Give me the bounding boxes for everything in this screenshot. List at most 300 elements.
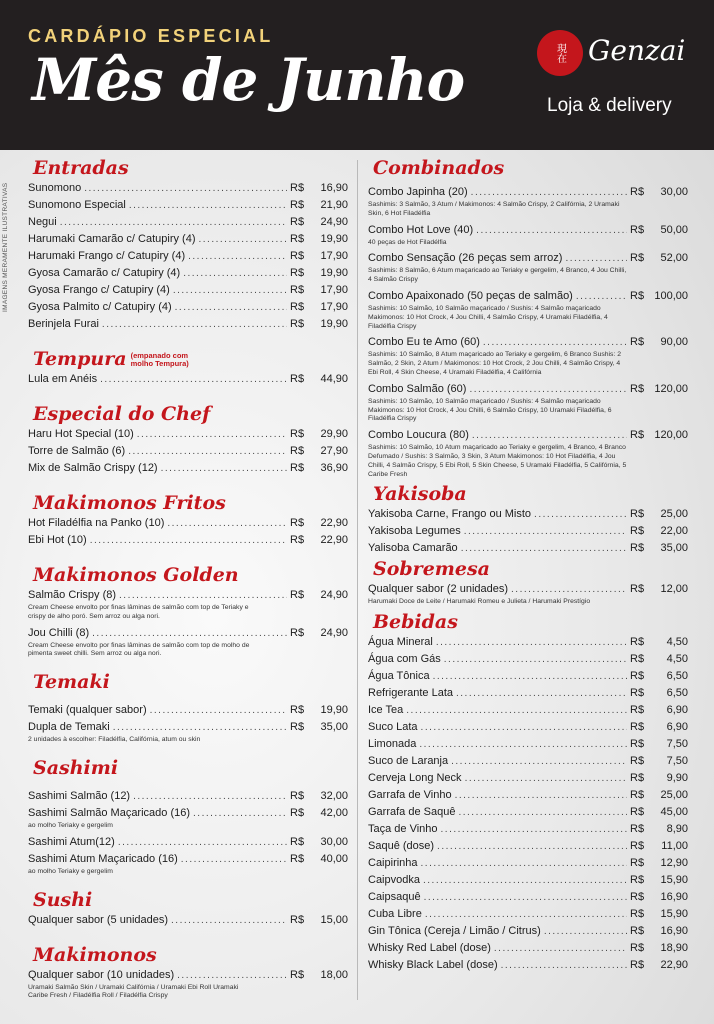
item-description: Cream Cheese envolto por finas lâminas de salmão com top de molho de pimenta sweet chilli. Sem arroz ou alga nori. xyxy=(28,641,250,658)
menu-item xyxy=(368,770,688,787)
section-title: Makimonos Golden xyxy=(33,564,239,586)
leader-dots xyxy=(175,300,287,316)
item-description: Sashimis: 10 Salmão, 8 Atum maçaricado ao Teriaky e gergelim, 6 Branco Sushis: 2 Salmão, 2 Skin, 2 Atum / Makimonos: 10 Hot Crock, 2 Jou Chilli, 4 Salmão Crispy, 4 Ebi Roll, 4 Skin Cheese, 4 Uramaki Filadélfia, 4 Califórnia xyxy=(368,351,621,376)
menu-item xyxy=(368,334,688,351)
leader-dots xyxy=(167,516,287,532)
currency: R$ xyxy=(290,462,305,474)
leader-dots xyxy=(60,215,287,231)
item-price: 29,90 xyxy=(320,428,348,440)
currency: R$ xyxy=(630,908,645,921)
item-price: 16,90 xyxy=(660,925,688,938)
brand-name: Genzai xyxy=(588,34,686,67)
menu-item xyxy=(368,222,688,239)
item-name: Dupla de Temaki xyxy=(28,721,110,734)
header-banner xyxy=(0,0,714,150)
menu-item xyxy=(28,912,348,929)
section-sashimi xyxy=(28,756,348,877)
item-name: Hot Filadélfia na Panko (10) xyxy=(28,517,165,529)
item-name: Qualquer sabor (10 unidades) xyxy=(28,968,175,981)
currency: R$ xyxy=(630,721,645,734)
item-name: Sashimi Salmão (12) xyxy=(28,789,131,802)
currency: R$ xyxy=(290,318,305,330)
item-name: Gyosa Frango c/ Catupiry (4) xyxy=(28,284,170,296)
item-name: Água Tônica xyxy=(368,670,430,683)
menu-item xyxy=(28,702,348,719)
item-name: Jou Chilli (8) xyxy=(28,626,90,639)
section-makimonos-golden xyxy=(28,563,348,659)
currency: R$ xyxy=(630,223,645,236)
item-name: Combo Apaixonado (50 peças de salmão) xyxy=(368,289,573,302)
leader-dots xyxy=(177,968,287,984)
item-name: Combo Eu te Amo (60) xyxy=(368,336,480,349)
item-price: 6,50 xyxy=(666,687,688,700)
menu-item xyxy=(28,625,348,642)
leader-dots xyxy=(534,507,627,523)
currency: R$ xyxy=(630,429,645,442)
column-divider xyxy=(357,160,358,1000)
item-name: Temaki (qualquer sabor) xyxy=(28,704,147,717)
item-description: Sashimis: 10 Salmão, 10 Atum maçaricado ao Teriaky e gergelim, 4 Branco, 4 Branco Defumado / Sushis: 3 Salmão, 3 Skin, 3 Atum Makimonos: 10 Hot Filadélfia, 4 Jou Chilli, 4 Salmão Crispy, 5 Ebi Roll, 5 Skin Cheese, 5 Uramaki Filadélfia, 5 Califórnia, 5 Caribe Fresh xyxy=(368,444,627,478)
item-price: 15,90 xyxy=(660,874,688,887)
item-name: Haru Hot Special (10) xyxy=(28,428,134,440)
menu-item xyxy=(28,532,348,549)
currency: R$ xyxy=(630,840,645,853)
item-price: 17,90 xyxy=(320,301,348,313)
leader-dots xyxy=(181,852,287,868)
menu-item xyxy=(368,753,688,770)
currency: R$ xyxy=(630,583,645,596)
currency: R$ xyxy=(290,704,305,717)
leader-dots xyxy=(161,461,287,477)
leader-dots xyxy=(469,382,627,398)
menu-item xyxy=(368,288,688,305)
item-name: Sashimi Salmão Maçaricado (16) xyxy=(28,806,191,819)
leader-dots xyxy=(565,251,627,267)
menu-item xyxy=(368,821,688,838)
item-price: 21,90 xyxy=(320,199,348,211)
currency: R$ xyxy=(630,755,645,768)
item-description: Cream Cheese envolto por finas lâminas de salmão com top de Teriaky e crispy de alho poró. Sem arroz ou alga nori. xyxy=(28,604,249,620)
brand-logo-icon: 現在 xyxy=(537,30,583,76)
item-name: Qualquer sabor (2 unidades) xyxy=(368,583,509,596)
leader-dots xyxy=(183,266,287,282)
currency: R$ xyxy=(630,252,645,265)
currency: R$ xyxy=(630,738,645,751)
item-price: 35,00 xyxy=(320,721,348,734)
currency: R$ xyxy=(630,806,645,819)
item-name: Torre de Salmão (6) xyxy=(28,445,126,457)
item-name: Yakisoba Legumes xyxy=(368,525,461,538)
item-price: 24,90 xyxy=(320,589,348,601)
currency: R$ xyxy=(290,216,305,228)
currency: R$ xyxy=(290,968,305,981)
currency: R$ xyxy=(290,182,305,194)
item-name: Limonada xyxy=(368,738,417,751)
leader-dots xyxy=(501,958,627,974)
leader-dots xyxy=(199,232,288,248)
menu-item xyxy=(368,872,688,889)
section-makimonos xyxy=(28,943,348,1002)
item-name: Sunomono Especial xyxy=(28,199,126,211)
currency: R$ xyxy=(630,525,645,538)
menu-column-right xyxy=(368,156,688,974)
menu-item xyxy=(368,634,688,651)
currency: R$ xyxy=(630,670,645,683)
menu-item xyxy=(28,231,348,248)
item-name: Negui xyxy=(28,216,57,228)
menu-item xyxy=(28,719,348,736)
leader-dots xyxy=(437,839,627,855)
item-name: Caipvodka xyxy=(368,874,420,887)
leader-dots xyxy=(119,588,287,604)
leader-dots xyxy=(494,941,627,957)
item-name: Garrafa de Saquê xyxy=(368,806,456,819)
item-price: 50,00 xyxy=(660,223,688,236)
section-title xyxy=(33,347,348,371)
menu-item xyxy=(28,316,348,333)
leader-dots xyxy=(483,335,627,351)
item-name: Salmão Crispy (8) xyxy=(28,589,117,601)
menu-item xyxy=(368,581,688,598)
leader-dots xyxy=(188,249,287,265)
item-description: Sashimis: 8 Salmão, 6 Atum maçaricado ao Teriaky e gergelim, 4 Branco, 4 Jou Chilli, 4 Salmão Crispy xyxy=(368,267,627,284)
menu-item xyxy=(368,184,688,201)
item-price: 22,00 xyxy=(660,525,688,538)
item-name: Gin Tônica (Cereja / Limão / Citrus) xyxy=(368,925,541,938)
item-name: Whisky Black Label (dose) xyxy=(368,959,498,972)
leader-dots xyxy=(464,524,627,540)
menu-item xyxy=(368,838,688,855)
section-temaki xyxy=(28,670,348,745)
item-price: 19,90 xyxy=(320,267,348,279)
leader-dots xyxy=(576,289,627,305)
item-price: 19,90 xyxy=(320,704,348,717)
leader-dots xyxy=(465,771,627,787)
item-price: 16,90 xyxy=(320,182,348,194)
menu-item xyxy=(28,805,348,822)
menu-item xyxy=(28,265,348,282)
item-name: Sashimi Atum(12) xyxy=(28,835,115,848)
menu-item xyxy=(28,967,348,984)
menu-item xyxy=(28,851,348,868)
menu-item xyxy=(368,906,688,923)
currency: R$ xyxy=(290,428,305,440)
item-name: Saquê (dose) xyxy=(368,840,435,853)
leader-dots xyxy=(100,372,287,388)
item-description: 40 peças de Hot Filadélfia xyxy=(368,238,447,246)
item-description: Sashimis: 10 Salmão, 10 Salmão maçaricado / Sushis: 4 Salmão maçaricado Makimonos: 10 Hot Crock, 4 Jou Chilli, 6 Salmão Crispy, 10 Uramaki Filadélfia, 6 Filadélfia Crispy xyxy=(368,397,612,423)
currency: R$ xyxy=(290,626,305,639)
item-price: 40,00 xyxy=(320,852,348,865)
leader-dots xyxy=(90,533,287,549)
currency: R$ xyxy=(290,250,305,262)
item-name: Caipirinha xyxy=(368,857,418,870)
item-name: Lula em Anéis xyxy=(28,373,98,385)
leader-dots xyxy=(421,856,627,872)
item-price: 6,90 xyxy=(666,721,688,734)
menu-item xyxy=(28,834,348,851)
leader-dots xyxy=(441,822,627,838)
item-price: 15,90 xyxy=(660,908,688,921)
leader-dots xyxy=(129,198,287,214)
item-description: Sashimis: 3 Salmão, 3 Atum / Makimonos: 4 Salmão Crispy, 2 Califórnia, 2 Uramaki Skin, 6 Hot Filadélfia xyxy=(368,201,620,217)
item-name: Combo Loucura (80) xyxy=(368,429,469,442)
item-name: Harumaki Camarão c/ Catupiry (4) xyxy=(28,233,196,245)
item-price: 35,00 xyxy=(660,542,688,555)
item-name: Cuba Libre xyxy=(368,908,422,921)
item-price: 24,90 xyxy=(320,626,348,639)
menu-item xyxy=(28,587,348,604)
item-price: 18,00 xyxy=(320,968,348,981)
item-description: Harumaki Doce de Leite / Harumaki Romeu e Julieta / Harumaki Prestígio xyxy=(368,598,591,606)
item-price: 12,00 xyxy=(660,583,688,596)
item-description: ao molho Teriaky e gergelim xyxy=(28,867,113,875)
item-description: 2 unidades à escolher: Filadélfia, Califórnia, atum ou skin xyxy=(28,736,201,744)
leader-dots xyxy=(118,835,287,851)
section-entradas xyxy=(28,156,348,333)
leader-dots xyxy=(471,185,627,201)
menu-item xyxy=(368,540,688,557)
item-price: 22,90 xyxy=(320,534,348,546)
menu-item xyxy=(28,248,348,265)
currency: R$ xyxy=(630,823,645,836)
menu-item xyxy=(28,180,348,197)
currency: R$ xyxy=(290,284,305,296)
leader-dots xyxy=(150,703,287,719)
leader-dots xyxy=(455,788,627,804)
item-price: 6,50 xyxy=(666,670,688,683)
menu-item xyxy=(28,788,348,805)
menu-item xyxy=(368,668,688,685)
item-price: 6,90 xyxy=(666,704,688,717)
menu-item xyxy=(28,371,348,388)
currency: R$ xyxy=(630,942,645,955)
section-title: Makimonos Fritos xyxy=(33,492,226,514)
leader-dots xyxy=(133,789,287,805)
item-price: 120,00 xyxy=(654,382,688,395)
section-title: Bebidas xyxy=(373,611,458,634)
menu-item xyxy=(368,940,688,957)
currency: R$ xyxy=(290,233,305,245)
item-name: Água com Gás xyxy=(368,653,441,666)
section-title: Temaki xyxy=(33,671,110,694)
leader-dots xyxy=(444,652,627,668)
item-name: Yalisoba Camarão xyxy=(368,542,458,555)
menu-item xyxy=(28,443,348,460)
leader-dots xyxy=(128,444,287,460)
item-name: Whisky Red Label (dose) xyxy=(368,942,491,955)
item-price: 12,90 xyxy=(660,857,688,870)
leader-dots xyxy=(511,582,627,598)
menu-item xyxy=(368,523,688,540)
item-price: 7,50 xyxy=(666,738,688,751)
section-title: Especial do Chef xyxy=(33,403,211,425)
header-kicker: CARDÁPIO ESPECIAL xyxy=(28,26,274,46)
item-price: 8,90 xyxy=(666,823,688,836)
item-name: Yakisoba Carne, Frango ou Misto xyxy=(368,508,532,521)
leader-dots xyxy=(419,737,627,753)
section-sobremesa xyxy=(368,557,688,607)
leader-dots xyxy=(458,805,627,821)
item-name: Caipsaquê xyxy=(368,891,421,904)
menu-item xyxy=(368,427,688,444)
currency: R$ xyxy=(630,542,645,555)
menu-item xyxy=(28,214,348,231)
leader-dots xyxy=(544,924,627,940)
leader-dots xyxy=(461,541,627,557)
currency: R$ xyxy=(630,959,645,972)
header-title: Mês de Junho xyxy=(32,46,465,114)
menu-item xyxy=(368,736,688,753)
menu-item xyxy=(368,923,688,940)
menu-item xyxy=(368,702,688,719)
item-name: Harumaki Frango c/ Catupiry (4) xyxy=(28,250,186,262)
item-name: Qualquer sabor (5 unidades) xyxy=(28,913,169,926)
leader-dots xyxy=(421,720,627,736)
item-price: 18,90 xyxy=(660,942,688,955)
menu-item xyxy=(28,426,348,443)
leader-dots xyxy=(425,907,627,923)
section-yakisoba xyxy=(368,482,688,557)
item-price: 16,90 xyxy=(660,891,688,904)
leader-dots xyxy=(193,806,287,822)
item-name: Refrigerante Lata xyxy=(368,687,453,700)
leader-dots xyxy=(173,283,287,299)
item-price: 7,50 xyxy=(666,755,688,768)
leader-dots xyxy=(476,223,627,239)
menu-item xyxy=(368,804,688,821)
item-price: 36,90 xyxy=(320,462,348,474)
leader-dots xyxy=(451,754,627,770)
menu-item xyxy=(28,282,348,299)
section-tempura xyxy=(28,347,348,388)
currency: R$ xyxy=(290,913,305,926)
item-price: 17,90 xyxy=(320,250,348,262)
item-price: 90,00 xyxy=(660,336,688,349)
item-name: Garrafa de Vinho xyxy=(368,789,452,802)
currency: R$ xyxy=(290,301,305,313)
section-title: Sushi xyxy=(33,888,93,911)
section-sushi xyxy=(28,888,348,929)
item-price: 19,90 xyxy=(320,233,348,245)
item-name: Cerveja Long Neck xyxy=(368,772,462,785)
item-price: 24,90 xyxy=(320,216,348,228)
menu-column-left xyxy=(28,156,348,1004)
leader-dots xyxy=(406,703,627,719)
section-title: Makimonos xyxy=(33,943,157,966)
menu-item xyxy=(368,889,688,906)
currency: R$ xyxy=(290,534,305,546)
item-price: 19,90 xyxy=(320,318,348,330)
currency: R$ xyxy=(630,687,645,700)
item-price: 15,00 xyxy=(320,913,348,926)
section-title: Entradas xyxy=(33,157,129,179)
item-price: 42,00 xyxy=(320,806,348,819)
item-description: ao molho Teriaky e gergelim xyxy=(28,821,113,829)
item-price: 4,50 xyxy=(666,636,688,649)
currency: R$ xyxy=(290,373,305,385)
section-title: Yakisoba xyxy=(373,483,467,506)
item-name: Suco Lata xyxy=(368,721,418,734)
item-name: Ice Tea xyxy=(368,704,404,717)
item-name: Gyosa Camarão c/ Catupiry (4) xyxy=(28,267,181,279)
menu-item xyxy=(28,460,348,477)
brand-subtitle: Loja & delivery xyxy=(547,95,672,116)
item-name: Combo Sensação (26 peças sem arroz) xyxy=(368,252,563,265)
item-description: Sashimis: 10 Salmão, 10 Salmão maçaricado / Sushis: 4 Salmão maçaricado Makimonos: 10 Hot Crock, 4 Jou Chilli, 4 Salmão Crispy, 4 Uramaki Filadélfia, 4 Filadélfia Crispy xyxy=(368,304,608,330)
leader-dots xyxy=(424,890,627,906)
currency: R$ xyxy=(290,789,305,802)
leader-dots xyxy=(456,686,627,702)
currency: R$ xyxy=(630,772,645,785)
leader-dots xyxy=(436,635,627,651)
leader-dots xyxy=(92,626,287,642)
menu-item xyxy=(28,197,348,214)
leader-dots xyxy=(171,913,287,929)
item-name: Mix de Salmão Crispy (12) xyxy=(28,462,158,474)
section-makimonos-fritos xyxy=(28,491,348,549)
item-price: 52,00 xyxy=(660,252,688,265)
item-price: 45,00 xyxy=(660,806,688,819)
currency: R$ xyxy=(630,382,645,395)
currency: R$ xyxy=(290,806,305,819)
currency: R$ xyxy=(290,589,305,601)
currency: R$ xyxy=(290,267,305,279)
menu-item xyxy=(368,787,688,804)
item-price: 25,00 xyxy=(660,508,688,521)
menu-item xyxy=(368,250,688,267)
currency: R$ xyxy=(630,891,645,904)
item-price: 11,00 xyxy=(661,840,688,853)
currency: R$ xyxy=(630,874,645,887)
menu-item xyxy=(28,515,348,532)
currency: R$ xyxy=(630,653,645,666)
leader-dots xyxy=(433,669,627,685)
item-price: 32,00 xyxy=(320,789,348,802)
currency: R$ xyxy=(630,508,645,521)
currency: R$ xyxy=(630,789,645,802)
menu-item xyxy=(368,957,688,974)
leader-dots xyxy=(84,181,287,197)
item-price: 100,00 xyxy=(654,289,688,302)
menu-item xyxy=(368,719,688,736)
item-price: 22,90 xyxy=(320,517,348,529)
section-combinados xyxy=(368,156,688,479)
currency: R$ xyxy=(290,517,305,529)
item-price: 44,90 xyxy=(320,373,348,385)
menu-item xyxy=(368,506,688,523)
leader-dots xyxy=(423,873,627,889)
item-price: 25,00 xyxy=(660,789,688,802)
item-price: 27,90 xyxy=(320,445,348,457)
section-note: (empanado com molho Tempura) xyxy=(130,351,189,368)
item-name: Combo Salmão (60) xyxy=(368,382,467,395)
item-name: Sunomono xyxy=(28,182,82,194)
section-title: Combinados xyxy=(373,157,505,179)
section-especial-do-chef xyxy=(28,402,348,477)
currency: R$ xyxy=(630,704,645,717)
menu-item xyxy=(368,381,688,398)
item-name: Combo Hot Love (40) xyxy=(368,223,474,236)
currency: R$ xyxy=(290,721,305,734)
leader-dots xyxy=(113,720,287,736)
item-price: 30,00 xyxy=(320,835,348,848)
item-name: Sashimi Atum Maçaricado (16) xyxy=(28,852,178,865)
currency: R$ xyxy=(630,636,645,649)
currency: R$ xyxy=(290,852,305,865)
section-title: Sashimi xyxy=(33,756,119,779)
item-name: Combo Japinha (20) xyxy=(368,186,468,198)
